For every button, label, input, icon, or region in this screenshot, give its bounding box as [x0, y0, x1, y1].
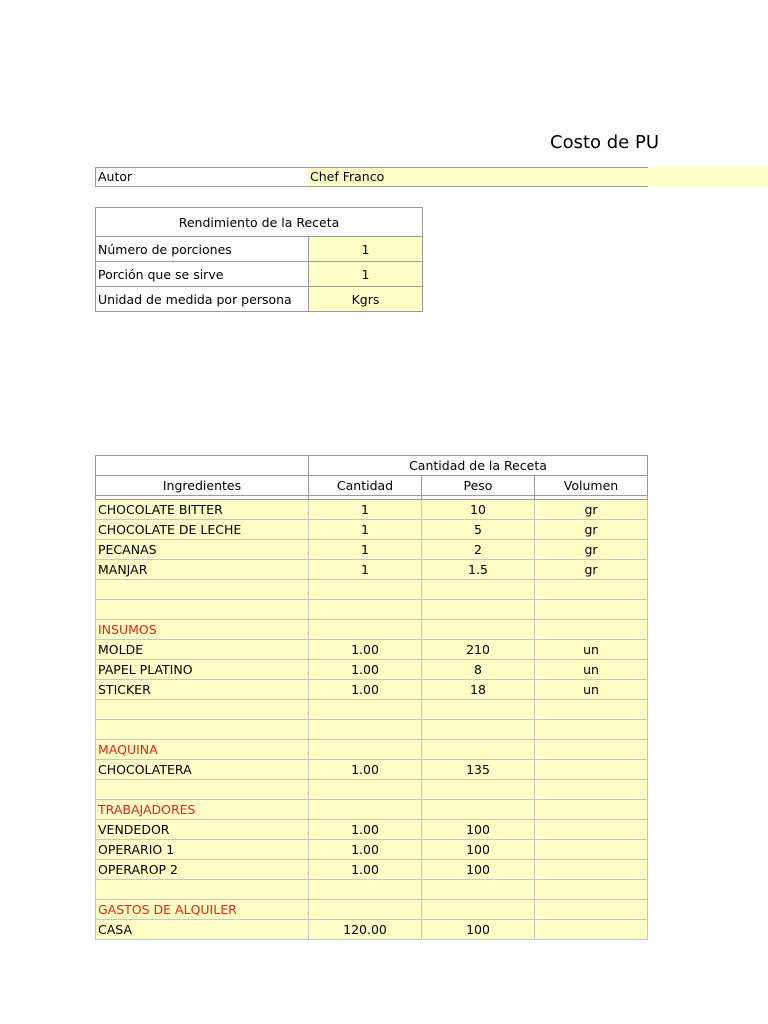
- volumen-cell[interactable]: gr: [535, 500, 648, 520]
- volumen-cell[interactable]: [535, 760, 648, 780]
- peso-cell[interactable]: 210: [422, 640, 535, 660]
- peso-cell[interactable]: [422, 900, 535, 920]
- peso-cell[interactable]: 10: [422, 500, 535, 520]
- autor-value-extension: [648, 167, 768, 187]
- volumen-cell[interactable]: [535, 600, 648, 620]
- cantidad-cell[interactable]: 1.00: [309, 680, 422, 700]
- volumen-cell[interactable]: [535, 620, 648, 640]
- cantidad-cell[interactable]: [309, 620, 422, 640]
- volumen-cell[interactable]: [535, 580, 648, 600]
- rendimiento-row: [96, 237, 423, 262]
- cantidad-cell[interactable]: 1.00: [309, 820, 422, 840]
- volumen-cell[interactable]: un: [535, 660, 648, 680]
- table-row: [96, 540, 648, 560]
- peso-cell[interactable]: [422, 880, 535, 900]
- cantidad-cell[interactable]: [309, 700, 422, 720]
- rendimiento-value[interactable]: 1: [309, 237, 423, 262]
- ingredient-name-cell[interactable]: MANJAR: [96, 560, 309, 580]
- peso-cell[interactable]: [422, 580, 535, 600]
- volumen-cell[interactable]: gr: [535, 560, 648, 580]
- table-row: [96, 880, 648, 900]
- section-header-cell[interactable]: GASTOS DE ALQUILER: [96, 900, 309, 920]
- page-title: Costo de PU: [550, 132, 660, 153]
- cantidad-cell[interactable]: 120.00: [309, 920, 422, 940]
- column-header-cantidad: Cantidad: [309, 476, 422, 496]
- cantidad-cell[interactable]: 1: [309, 560, 422, 580]
- peso-cell[interactable]: [422, 620, 535, 640]
- ingredient-name-cell[interactable]: CHOCOLATE DE LECHE: [96, 520, 309, 540]
- peso-cell[interactable]: [422, 800, 535, 820]
- cantidad-cell[interactable]: 1: [309, 540, 422, 560]
- table-row: [96, 920, 648, 940]
- volumen-cell[interactable]: [535, 720, 648, 740]
- peso-cell[interactable]: [422, 700, 535, 720]
- peso-cell[interactable]: 8: [422, 660, 535, 680]
- ingredient-name-cell[interactable]: [96, 880, 309, 900]
- section-row: [96, 900, 648, 920]
- cantidad-cell[interactable]: 1.00: [309, 840, 422, 860]
- section-header-cell[interactable]: TRABAJADORES: [96, 800, 309, 820]
- cantidad-cell[interactable]: [309, 780, 422, 800]
- autor-value[interactable]: Chef Franco: [308, 167, 648, 187]
- header-blank-cell: [96, 456, 309, 476]
- section-header-cell[interactable]: INSUMOS: [96, 620, 309, 640]
- cantidad-cell[interactable]: [309, 740, 422, 760]
- volumen-cell[interactable]: [535, 860, 648, 880]
- peso-cell[interactable]: 100: [422, 820, 535, 840]
- peso-cell[interactable]: [422, 780, 535, 800]
- peso-cell[interactable]: 100: [422, 860, 535, 880]
- section-row: [96, 800, 648, 820]
- table-row: [96, 580, 648, 600]
- table-row: [96, 760, 648, 780]
- peso-cell[interactable]: 2: [422, 540, 535, 560]
- section-header-cell[interactable]: MAQUINA: [96, 740, 309, 760]
- rendimiento-header: Rendimiento de la Receta: [96, 208, 423, 237]
- table-row: [96, 600, 648, 620]
- volumen-cell[interactable]: [535, 740, 648, 760]
- cantidad-cell[interactable]: [309, 580, 422, 600]
- peso-cell[interactable]: [422, 720, 535, 740]
- cantidad-cell[interactable]: 1.00: [309, 660, 422, 680]
- table-row: [96, 700, 648, 720]
- cantidad-cell[interactable]: 1.00: [309, 640, 422, 660]
- peso-cell[interactable]: [422, 740, 535, 760]
- volumen-cell[interactable]: [535, 900, 648, 920]
- ingredient-name-cell[interactable]: [96, 580, 309, 600]
- table-row: [96, 840, 648, 860]
- volumen-cell[interactable]: [535, 920, 648, 940]
- peso-cell[interactable]: 1.5: [422, 560, 535, 580]
- table-row: [96, 640, 648, 660]
- autor-label: Autor: [95, 167, 311, 187]
- table-row: [96, 720, 648, 740]
- cantidad-cell[interactable]: [309, 800, 422, 820]
- volumen-cell[interactable]: un: [535, 680, 648, 700]
- table-row: [96, 560, 648, 580]
- rendimiento-value[interactable]: Kgrs: [309, 287, 423, 312]
- table-row: [96, 500, 648, 520]
- cantidad-cell[interactable]: [309, 900, 422, 920]
- rendimiento-table: [95, 207, 423, 312]
- table-row: [96, 860, 648, 880]
- cantidad-cell[interactable]: 1: [309, 520, 422, 540]
- cantidad-cell[interactable]: [309, 720, 422, 740]
- volumen-cell[interactable]: [535, 880, 648, 900]
- rendimiento-label: Porción que se sirve: [96, 262, 309, 287]
- section-row: [96, 620, 648, 640]
- peso-cell[interactable]: 18: [422, 680, 535, 700]
- autor-row: [95, 167, 768, 187]
- table-row: [96, 820, 648, 840]
- section-row: [96, 740, 648, 760]
- ingredient-name-cell[interactable]: [96, 780, 309, 800]
- cantidad-group-header: Cantidad de la Receta: [309, 456, 648, 476]
- ingredient-name-cell[interactable]: PAPEL PLATINO: [96, 660, 309, 680]
- peso-cell[interactable]: 135: [422, 760, 535, 780]
- rendimiento-row: [96, 287, 423, 312]
- table-row: [96, 680, 648, 700]
- volumen-cell[interactable]: [535, 820, 648, 840]
- peso-cell[interactable]: 100: [422, 840, 535, 860]
- rendimiento-label: Número de porciones: [96, 237, 309, 262]
- cantidad-cell[interactable]: 1.00: [309, 860, 422, 880]
- ingredient-name-cell[interactable]: [96, 600, 309, 620]
- volumen-cell[interactable]: un: [535, 640, 648, 660]
- column-header-volumen: Volumen: [535, 476, 648, 496]
- ingredient-name-cell[interactable]: CHOCOLATERA: [96, 760, 309, 780]
- ingredient-name-cell[interactable]: STICKER: [96, 680, 309, 700]
- volumen-cell[interactable]: [535, 800, 648, 820]
- ingredient-name-cell[interactable]: CHOCOLATE BITTER: [96, 500, 309, 520]
- volumen-cell[interactable]: [535, 780, 648, 800]
- cantidad-cell[interactable]: 1: [309, 500, 422, 520]
- volumen-cell[interactable]: [535, 700, 648, 720]
- rendimiento-row: [96, 262, 423, 287]
- ingredient-name-cell[interactable]: CASA: [96, 920, 309, 940]
- cantidad-cell[interactable]: [309, 880, 422, 900]
- volumen-cell[interactable]: gr: [535, 520, 648, 540]
- table-row: [96, 780, 648, 800]
- ingredientes-table: [95, 455, 648, 940]
- peso-cell[interactable]: [422, 600, 535, 620]
- ingredient-name-cell[interactable]: VENDEDOR: [96, 820, 309, 840]
- ingredient-name-cell[interactable]: OPERAROP 2: [96, 860, 309, 880]
- peso-cell[interactable]: 5: [422, 520, 535, 540]
- column-header-peso: Peso: [422, 476, 535, 496]
- peso-cell[interactable]: 100: [422, 920, 535, 940]
- cantidad-cell[interactable]: 1.00: [309, 760, 422, 780]
- ingredient-name-cell[interactable]: [96, 700, 309, 720]
- volumen-cell[interactable]: gr: [535, 540, 648, 560]
- cantidad-cell[interactable]: [309, 600, 422, 620]
- ingredient-name-cell[interactable]: [96, 720, 309, 740]
- ingredient-name-cell[interactable]: OPERARIO 1: [96, 840, 309, 860]
- volumen-cell[interactable]: [535, 840, 648, 860]
- ingredient-name-cell[interactable]: PECANAS: [96, 540, 309, 560]
- table-row: [96, 660, 648, 680]
- ingredient-name-cell[interactable]: MOLDE: [96, 640, 309, 660]
- table-row: [96, 520, 648, 540]
- rendimiento-label: Unidad de medida por persona: [96, 287, 309, 312]
- column-header-ingredientes: Ingredientes: [96, 476, 309, 496]
- rendimiento-value[interactable]: 1: [309, 262, 423, 287]
